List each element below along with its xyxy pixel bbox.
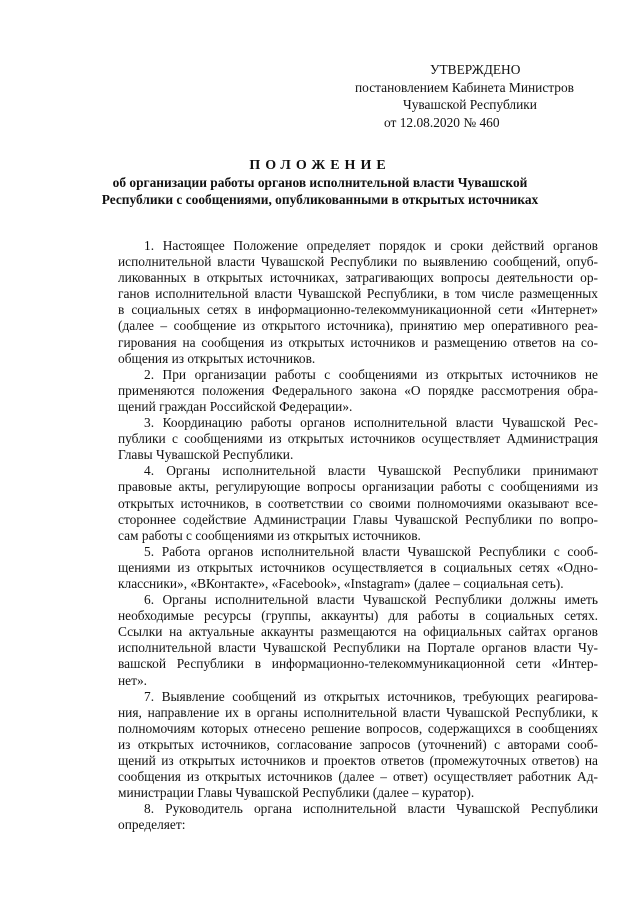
document-subtitle [100, 175, 540, 208]
paragraph-line: 3. Координацию работы органов исполнительной власти Чувашской Рес- [144, 415, 598, 431]
paragraph-line: открытых источников, в соответствии со своими полномочиями оказывают все- [118, 495, 598, 511]
paragraph-line: министрации Главы Чувашской Республики (далее – куратор). [118, 785, 475, 801]
paragraph-line: гирования на сообщения из открытых источников и размещению ответов на со- [118, 334, 598, 350]
paragraph-line: применяются положения Федерального закона «О порядке рассмотрения обра- [118, 382, 598, 398]
paragraph-line: исполнительной власти Чувашской Республики по выявлению сообщений, опуб- [118, 254, 598, 270]
paragraph-line: Главы Чувашской Республики. [118, 447, 294, 463]
paragraph-line: классники», «ВКонтакте», «Facebook», «Instagram» (далее – социальная сеть). [118, 575, 564, 591]
paragraph-line: из открытых источников, согласование запросов (уточнений) с авторами сооб- [118, 736, 598, 752]
document-subtitle-line: об организации работы органов исполнительной власти Чувашской [112, 175, 528, 190]
paragraph-line: публики с сообщениями из открытых источников осуществляет Администрация [118, 431, 598, 447]
paragraph-line: сам работы с сообщениями из открытых источников. [118, 527, 421, 543]
paragraph-line: ганов исполнительной власти Чувашской Республики, в том числе размещенных [118, 286, 598, 302]
paragraph-line: сообщения из открытых источников (далее – ответ) осуществляет работник Ад- [118, 769, 598, 785]
paragraph [118, 689, 598, 802]
paragraph [118, 801, 598, 833]
paragraph-line: необходимые ресурсы (группы, аккаунты) для работы в социальных сетях. [118, 608, 598, 624]
paragraph [118, 238, 598, 367]
paragraph-line: в социальных сетях в информационно-телекоммуникационной сети «Интернет» [118, 302, 598, 318]
paragraph-line: 8. Руководитель органа исполнительной власти Чувашской Республики [144, 801, 598, 817]
paragraph-line: (далее – сообщение из открытого источника), принятию мер оперативного реа- [118, 318, 598, 334]
paragraph-line: щений граждан Российской Федерации». [118, 398, 353, 414]
paragraph-line: исполнительной власти Чувашской Республики на Портале органов власти Чу- [118, 640, 598, 656]
paragraph-line: 6. Органы исполнительной власти Чувашской Республики должны иметь [144, 592, 598, 608]
paragraph-line: 5. Работа органов исполнительной власти Чувашской Республики с сооб- [144, 543, 598, 559]
paragraph-line: правовые акты, регулирующие вопросы организации работы с сообщениями из [118, 479, 598, 495]
paragraph-line: определяет: [118, 817, 186, 833]
document-body [118, 238, 598, 833]
paragraph-line: 2. При организации работы с сообщениями из открытых источников не [144, 366, 598, 382]
paragraph-line: 4. Органы исполнительной власти Чувашской Республики принимают [144, 463, 598, 479]
paragraph [118, 544, 598, 592]
paragraph [118, 463, 598, 543]
paragraph-line: Ссылки на актуальные аккаунты размещаются на официальных сайтах органов [118, 624, 598, 640]
paragraph-line: 7. Выявление сообщений из открытых источников, требующих реагирова- [144, 688, 598, 704]
paragraph [118, 367, 598, 415]
approval-date-number: от 12.08.2020 № 460 [384, 114, 500, 130]
paragraph-line: 1. Настоящее Положение определяет порядок и сроки действий органов [144, 238, 598, 253]
document-heading [100, 158, 540, 208]
paragraph-line: полномочиям которых отнесено решение вопросов, содержащихся в сообщениях [118, 720, 598, 736]
paragraph [118, 592, 598, 689]
approval-region: Чувашской Республики [403, 97, 537, 112]
paragraph [118, 415, 598, 463]
paragraph-line: ния, направление их в органы исполнительной власти Чувашской Республики, к [118, 704, 598, 720]
paragraph-line: нет». [118, 672, 148, 688]
paragraph-line: ликованных в открытых источниках, затрагивающих вопросы деятельности ор- [118, 270, 598, 286]
paragraph-line: вашской Республики в информационно-телекоммуникационной сети «Интер- [118, 656, 598, 672]
paragraph-line: общения из открытых источников. [118, 350, 316, 366]
paragraph-line: стороннее содействие Администрации Главы Чувашской Республики по вопро- [118, 511, 598, 527]
approval-stamp [355, 61, 595, 131]
paragraph-line: щений из открытых источников и проектов ответов (промежуточных ответов) на [118, 753, 598, 768]
approval-heading: УТВЕРЖДЕНО [430, 62, 521, 77]
document-title: ПОЛОЖЕНИЕ [249, 158, 391, 173]
approval-authority: постановлением Кабинета Министров [355, 79, 574, 95]
paragraph-line: щениями из открытых источников осуществляется в социальных сетях «Одно- [118, 559, 598, 575]
document-subtitle-line: Республики с сообщениями, опубликованными в открытых источниках [101, 191, 539, 207]
